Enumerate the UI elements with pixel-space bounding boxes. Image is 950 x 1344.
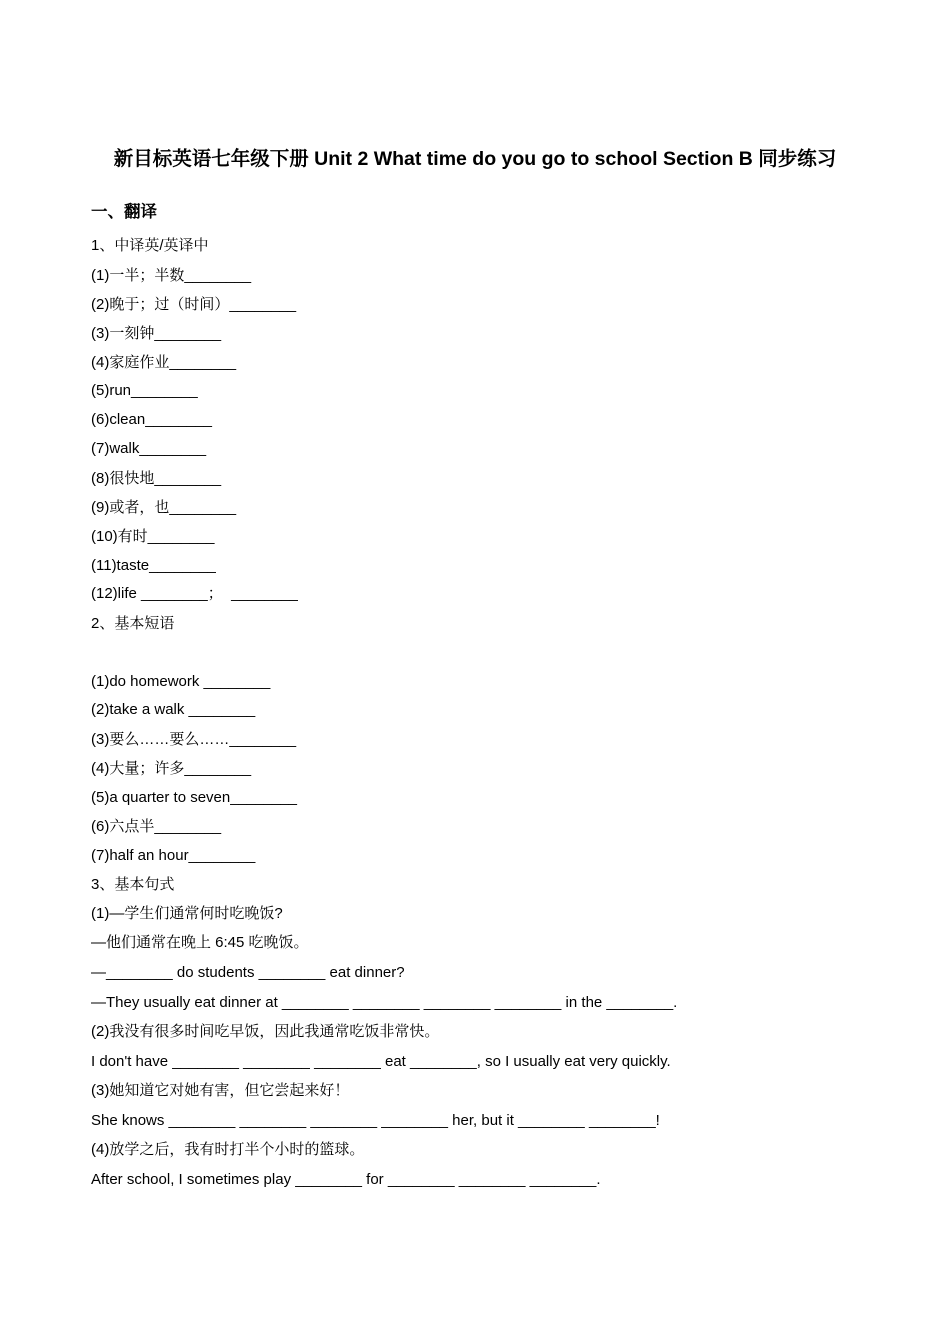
- exercise-item: (7)walk________: [91, 440, 207, 457]
- sentence-line: (3)她知道它对她有害，但它尝起来好！: [91, 1082, 350, 1099]
- exercise-item: (10)有时________: [91, 528, 215, 545]
- exercise-item: (3)一刻钟________: [91, 325, 222, 342]
- part3-heading: 3、基本句式: [91, 876, 175, 893]
- sentence-line: —________ do students ________ eat dinner?: [91, 964, 405, 981]
- exercise-item: (9)或者，也________: [91, 499, 237, 516]
- exercise-item: (11)taste________: [91, 557, 216, 574]
- part2-heading: 2、基本短语: [91, 615, 175, 632]
- sentence-line: (1)—学生们通常何时吃晚饭?: [91, 905, 283, 922]
- sentence-line: After school, I sometimes play ________ for ________ ________ ________.: [91, 1171, 601, 1188]
- exercise-item: (6)clean________: [91, 411, 212, 428]
- section-heading-translation: 一、翻译: [91, 203, 157, 221]
- sentence-line: (2)我没有很多时间吃早饭，因此我通常吃饭非常快。: [91, 1023, 440, 1040]
- exercise-item: (12)life ________； ________: [91, 585, 298, 602]
- exercise-item: (5)a quarter to seven________: [91, 789, 297, 806]
- exercise-item: (7)half an hour________: [91, 847, 256, 864]
- exercise-item: (4)大量；许多________: [91, 760, 252, 777]
- sentence-line: (4)放学之后，我有时打半个小时的篮球。: [91, 1141, 365, 1158]
- sentence-line: She knows ________ ________ ________ ________ her, but it ________ ________!: [91, 1112, 660, 1129]
- exercise-item: (8)很快地________: [91, 470, 222, 487]
- exercise-item: (2)take a walk ________: [91, 701, 256, 718]
- part1-heading: 1、中译英/英译中: [91, 237, 209, 254]
- exercise-item: (1)一半；半数________: [91, 267, 252, 284]
- exercise-item: (5)run________: [91, 382, 198, 399]
- exercise-item: (1)do homework ________: [91, 673, 271, 690]
- sentence-line: I don't have ________ ________ ________ eat ________, so I usually eat very quickly.: [91, 1053, 671, 1070]
- exercise-item: (2)晚于；过（时间）________: [91, 296, 297, 313]
- page-title: 新目标英语七年级下册 Unit 2 What time do you go to school Section B 同步练习: [113, 148, 837, 170]
- exercise-item: (6)六点半________: [91, 818, 222, 835]
- exercise-item: (4)家庭作业________: [91, 354, 237, 371]
- sentence-line: —They usually eat dinner at ________ ________ ________ ________ in the ________.: [91, 994, 678, 1011]
- exercise-item: (3)要么……要么……________: [91, 731, 297, 748]
- sentence-line: —他们通常在晚上 6:45 吃晚饭。: [91, 934, 309, 951]
